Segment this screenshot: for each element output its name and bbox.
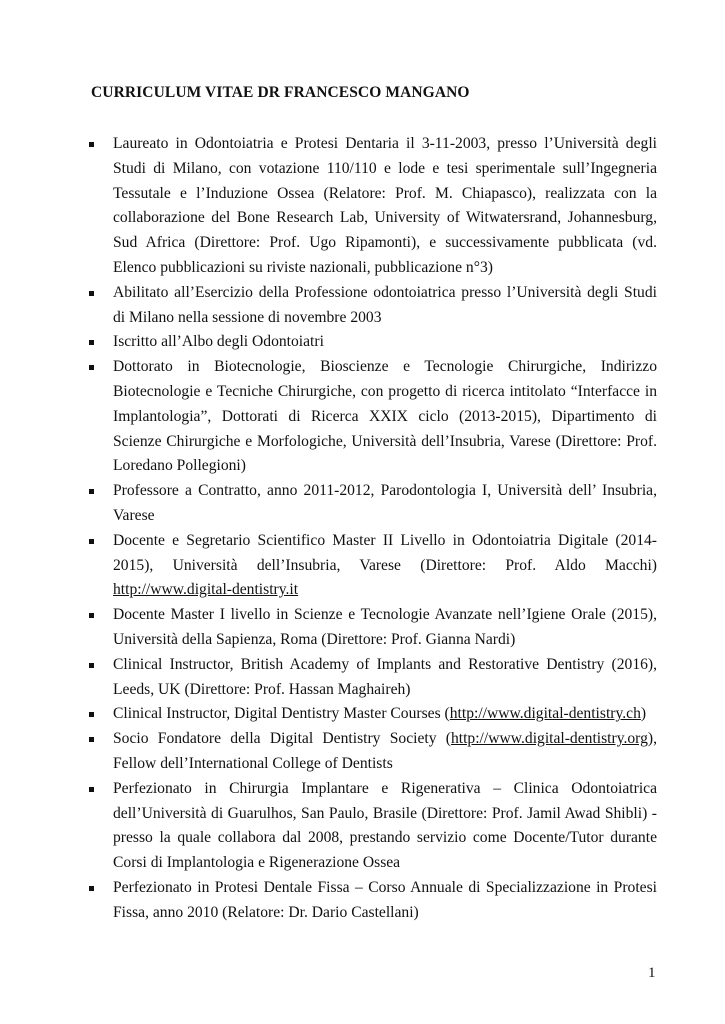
bullet-icon [89, 787, 94, 792]
list-item [89, 603, 657, 653]
list-item [89, 281, 657, 331]
bullet-icon [89, 489, 94, 494]
list-item [89, 727, 657, 777]
bullet-icon [89, 737, 94, 742]
page-number: 1 [648, 965, 656, 981]
bullet-icon [89, 142, 94, 147]
list-item [89, 132, 657, 281]
item-text: Professore a Contratto, anno 2011-2012, Parodontologia I, Università dell’ Insubria, Varese [113, 482, 657, 524]
item-text: Iscritto all’Albo degli Odontoiatri [113, 333, 324, 351]
bullet-icon [89, 539, 94, 544]
item-text: Perfezionato in Protesi Dentale Fissa – Corso Annuale di Specializzazione in Protesi Fissa, anno 2010 (Relatore: Dr. Dario Castellani) [113, 878, 657, 921]
bullet-icon [89, 291, 94, 296]
url-link[interactable]: http://www.digital-dentistry.it [113, 581, 299, 599]
list-item [89, 330, 657, 355]
list-item [89, 876, 657, 926]
bullet-icon [89, 886, 94, 891]
bullet-icon [89, 712, 94, 717]
item-text: ), Fellow dell’International College of Dentists [113, 730, 657, 772]
bullet-icon [89, 613, 94, 618]
item-text: ) [640, 705, 647, 723]
list-item [89, 479, 657, 529]
item-text: Laureato in Odontoiatria e Protesi Dentaria il 3-11-2003, presso l’Università degli Studi di Milano, con votazione 110/110 e lode e tesi sperimentale sull’Ingegneria Tessutale e l’Induzione Ossea (Relatore: Prof. M. Chiapasco), realizzata con la collaborazione del Bone Research Lab, University of Witwatersrand, Johannesburg, Sud Africa (Direttore: Prof. Ugo Ripamonti), e successivamente pubblicata (vd. Elenco pubblicazioni su riviste nazionali, pubblicazione n°3) [113, 135, 657, 276]
list-item [89, 355, 657, 479]
item-text: Dottorato in Biotecnologie, Bioscienze e Tecnologie Chirurgiche, Indirizzo Biotecnologie e Tecniche Chirurgiche, con progetto di ricerca intitolato “Interfacce in Implantologia”, Dottorati di Ricerca XXIX ciclo (2013-2015), Dipartimento di Scienze Chirurgiche e Morfologiche, Università dell’Insubria, Varese (Direttore: Prof. Loredano Pollegioni) [113, 358, 657, 475]
list-item [89, 777, 657, 876]
list-item [89, 653, 657, 703]
item-text: Socio Fondatore della Digital Dentistry Society ( [113, 730, 451, 748]
item-text: Abilitato all’Esercizio della Professione odontoiatrica presso l’Università degli Studi di Milano nella sessione di novembre 2003 [113, 283, 657, 326]
item-text: Perfezionato in Chirurgia Implantare e Rigenerativa – Clinica Odontoiatrica dell’Università di Guarulhos, San Paulo, Brasile (Direttore: Prof. Jamil Awad Shibli) - presso la quale collabora dal 2008, prestando servizio come Docente/Tutor durante Corsi di Implantologia e Rigenerazione Ossea [113, 779, 657, 872]
cv-list [89, 132, 657, 926]
item-text: Clinical Instructor, Digital Dentistry Master Courses ( [113, 705, 450, 723]
url-link[interactable]: http://www.digital-dentistry.org [450, 730, 648, 748]
bullet-icon [89, 365, 94, 370]
item-text: Clinical Instructor, British Academy of Implants and Restorative Dentistry (2016), Leeds, UK (Direttore: Prof. Hassan Maghaireh) [113, 655, 657, 698]
item-text: Docente e Segretario Scientifico Master II Livello in Odontoiatria Digitale (2014-2015), Università dell’Insubria, Varese (Direttore: Prof. Aldo Macchi) [113, 531, 657, 574]
bullet-icon [89, 663, 94, 668]
item-text: Docente Master I livello in Scienze e Tecnologie Avanzate nell’Igiene Orale (2015), Università della Sapienza, Roma (Direttore: Prof. Gianna Nardi) [113, 606, 657, 648]
list-item [89, 529, 657, 603]
bullet-icon [89, 340, 94, 345]
document-title: CURRICULUM VITAE DR FRANCESCO MANGANO [91, 84, 470, 101]
list-item [89, 702, 657, 727]
url-link[interactable]: http://www.digital-dentistry.ch [449, 705, 641, 723]
